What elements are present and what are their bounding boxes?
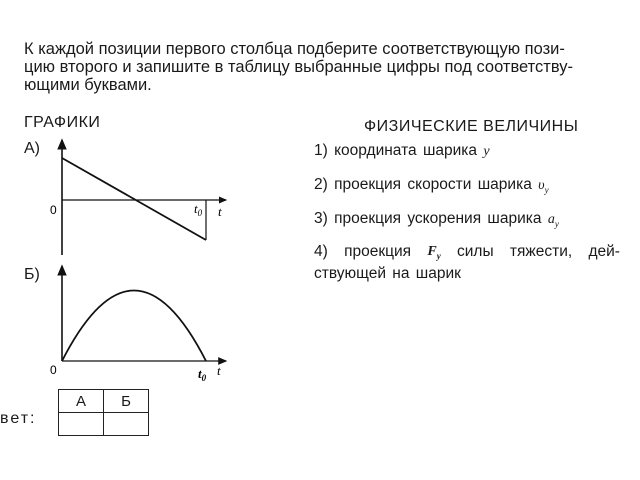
task-line-3: ющими буквами. (24, 76, 152, 94)
quantity-1: 1) координата шарика y (314, 142, 490, 159)
graph-a-label: А) (24, 140, 40, 157)
task-line-2: цию второго и запишите в таблицу выбранные цифры под соответству- (24, 58, 573, 76)
graphs-header: ГРАФИКИ (24, 114, 101, 131)
quantity-3: 3) проекция ускорения шарика $a_y$ (314, 210, 559, 229)
answer-label: вет: (0, 410, 37, 427)
symbol-vy: $\upsilon_y$ (538, 178, 549, 195)
graph-b-parabola (62, 291, 206, 362)
graph-a-t0: $t_0$ (194, 201, 203, 218)
task-line-1: К каждой позиции первого столбца подберите соответствующую пози- (24, 40, 565, 58)
quantities-header: ФИЗИЧЕСКИЕ ВЕЛИЧИНЫ (364, 118, 579, 135)
graph-a-line (62, 158, 206, 240)
answer-col-a: А (59, 390, 104, 413)
answer-cell-a[interactable] (59, 413, 104, 436)
quantity-4: 4) проекция $F_y$ силы тяжести, дей- ствующей на шарик (314, 243, 620, 282)
graph-b-t0: $t_0$ (198, 366, 207, 383)
quantity-2: 2) проекция скорости шарика $\upsilon_y$ (314, 176, 549, 195)
symbol-y: y (483, 144, 490, 159)
symbol-fy: $F_y$ (427, 244, 441, 261)
graph-b-label: Б) (24, 266, 40, 283)
answer-col-b: Б (104, 390, 149, 413)
graph-b-t-axis-label: t (217, 363, 221, 378)
graph-b-origin: 0 (50, 363, 57, 377)
graph-a-t-axis-label: t (218, 204, 222, 219)
answer-cell-b[interactable] (104, 413, 149, 436)
answer-table (58, 389, 149, 436)
symbol-ay: $a_y$ (547, 212, 559, 229)
graph-a-origin: 0 (50, 203, 57, 217)
